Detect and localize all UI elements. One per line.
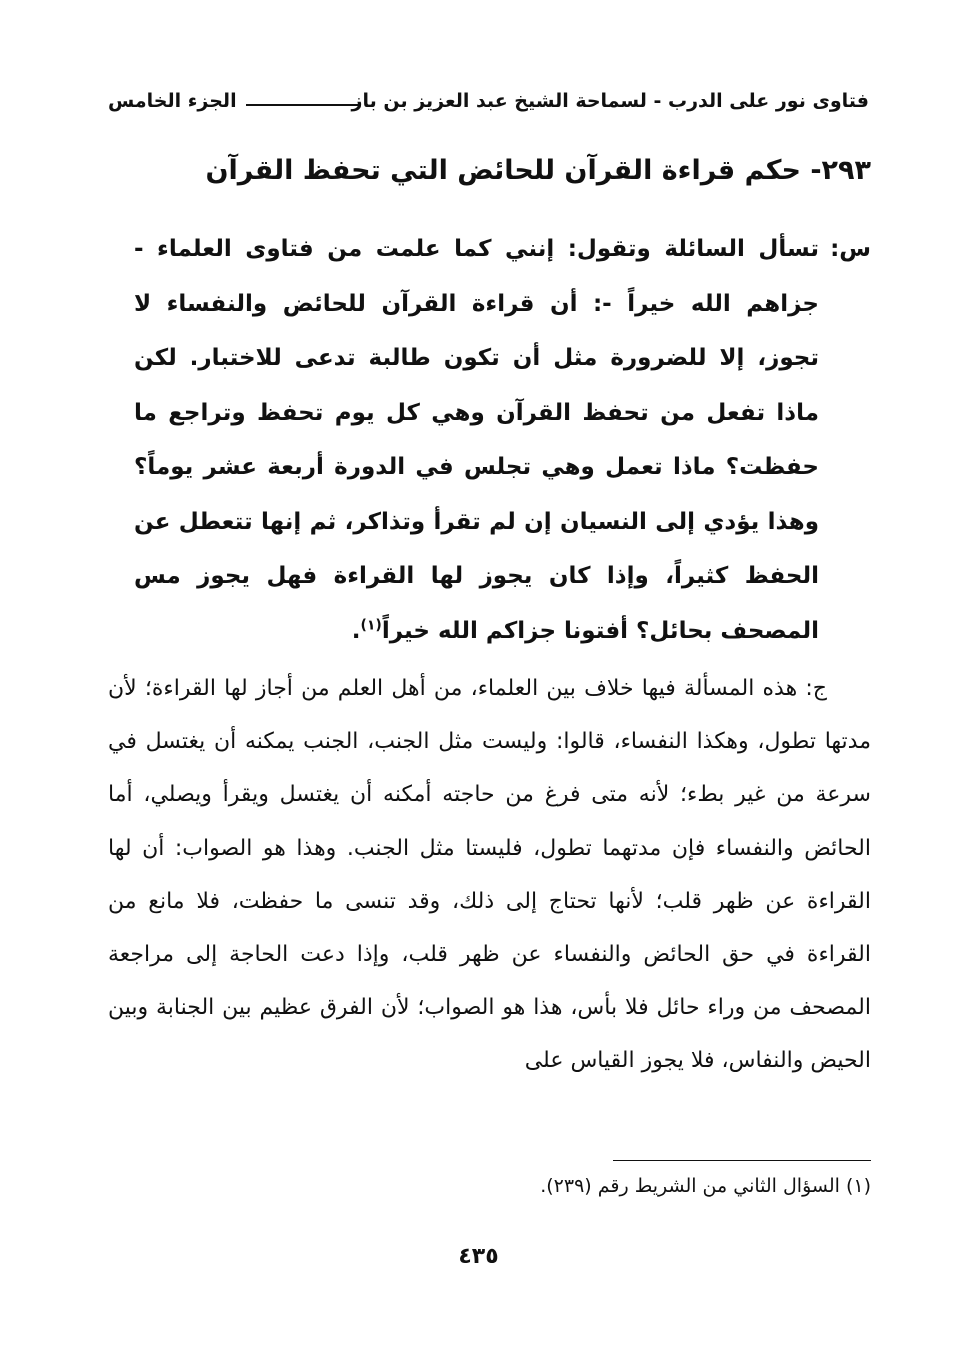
question-block: [130, 222, 871, 658]
running-header: [108, 86, 869, 116]
footnote-separator: [613, 1160, 871, 1161]
fatwa-title: ٢٩٣- حكم قراءة القرآن للحائض التي تحفظ القرآن: [205, 155, 871, 186]
page-number: ٤٣٥: [458, 1244, 499, 1269]
question-body: [134, 222, 819, 658]
header-book-title: فتاوى نور على الدرب - لسماحة الشيخ عبد العزيز بن باز: [351, 90, 869, 112]
footnote: (١) السؤال الثاني من الشريط رقم (٢٣٩).: [540, 1175, 871, 1197]
answer-block: ج: هذه المسألة فيها خلاف بين العلماء، من أهل العلم من أجاز لها القراءة؛ لأن مدتها تطول، وهكذا النفساء، قالوا: وليست مثل الجنب، الجنب يمكنه أن يغتسل في سرعة من غير بطء؛ لأنه متى فرغ من حاجته أمكنه أن يغتسل ويقرأ ويصلي، أما الحائض والنفساء فإن مدتهما تطول، فليستا مثل الجنب. وهذا هو الصواب: أن لها القراءة عن ظهر قلب؛ لأنها تحتاج إلى ذلك، وقد تنسى ما حفظت، فلا مانع من القراءة في حق الحائض والنفساء عن ظهر قلب، وإذا دعت الحاجة إلى مراجعة المصحف من وراء حائل فلا بأس، هذا هو الصواب؛ لأن الفرق عظيم بين الجنابة وبين الحيض والنفاس، فلا يجوز القياس على: [108, 676, 871, 1074]
header-rule: [246, 104, 360, 106]
header-volume: الجزء الخامس: [108, 90, 237, 112]
question-text: تسأل السائلة وتقول: إنني كما علمت من فتاوى العلماء - جزاهم الله خيراً -: أن قراءة القرآن للحائض والنفساء لا تجوز، إلا للضرورة مثل أن تكون طالبة تدعى للاختبار. لكن ماذا تفعل من تحفظ القرآن وهي كل يوم تحفظ وتراجع ما حفظت؟ ماذا تعمل وهي تجلس في الدورة أربعة عشر يوماً؟ وهذا يؤدي إلى النسيان إن لم تقرأ وتذاكر، ثم إنها تتعطل عن الحفظ كثيراً، وإذا كان يجوز لها القراءة فهل يجوز مس المصحف بحائل؟ أفتونا جزاكم الله خيراً: [134, 236, 819, 644]
footnote-reference[interactable]: (١): [360, 616, 382, 633]
question-end-mark: .: [351, 617, 361, 644]
question-label: س:: [830, 236, 871, 262]
